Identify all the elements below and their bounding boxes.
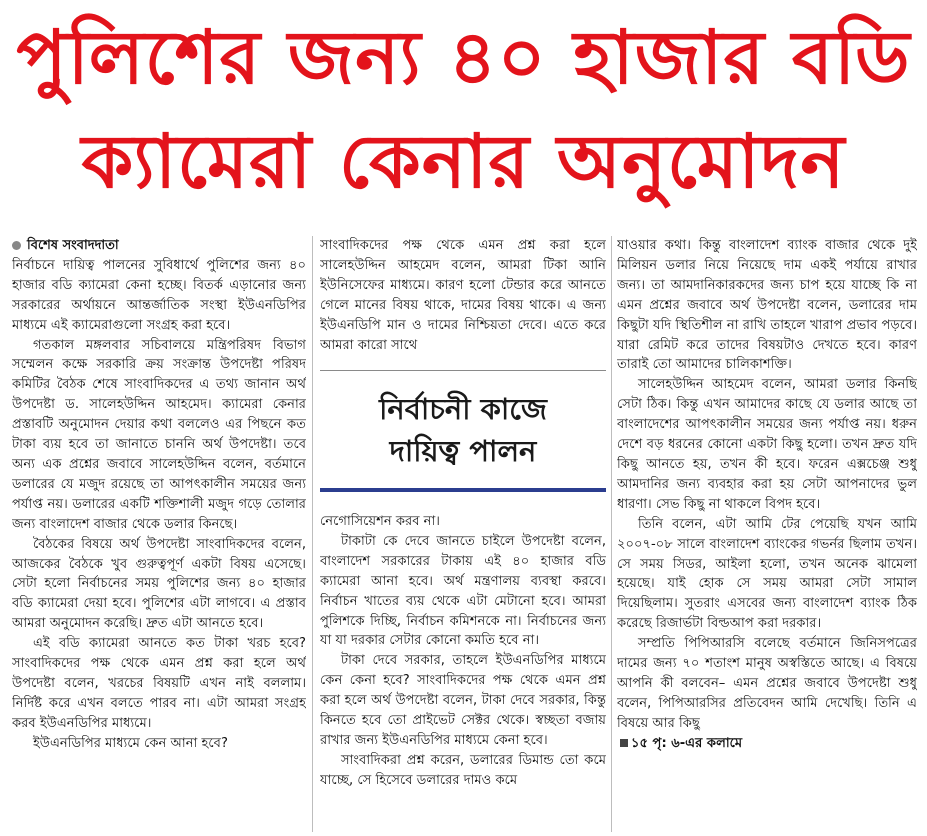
paragraph: সাংবাদিকদের পক্ষ থেকে এমন প্রশ্ন করা হলে সালেহউদ্দিন আহমেদ বলেন, আমরা টিকা আনি ইউনিসেফের মাধ্যমে। কারণ হলো টেন্ডার করে আনতে গেলে মানের বিষয় থাকে, দামের বিষয় থাকে। এ জন্য ইউএনডিপি মান ও দামের নিশ্চিয়তা দেবে। এতে করে আমরা কারো সাথে — [320, 238, 606, 353]
continuation-note — [617, 734, 917, 754]
article-column-3 — [617, 236, 917, 832]
paragraph: টাকাটা কে দেবে জানতে চাইলে উপদেষ্টা বলেন, বাংলাদেশ সরকারের টাকায় এই ৪০ হাজার বডি ক্যামেরা আনা হবে। অর্থ মন্ত্রণালয় ব্যবস্থা করবে। নির্বাচন খাতের ব্যয় থেকে এটা মেটানো হবে। আমরা পুলিশকে দিচ্ছি, নির্বাচন কমিশনকে না। নির্বাচনের জন্য যা যা দরকার সেটার কোনো কমতি হবে না। — [320, 533, 606, 649]
article-column-1 — [12, 236, 306, 832]
article-column-2-bottom — [320, 512, 606, 832]
article-column-2-top — [320, 236, 606, 366]
paragraph: সম্প্রতি পিপিআরসি বলেছে বর্তমানে জিনিসপত্রের দামের জন্য ৭০ শতাংশ মানুষ অস্বস্তিতে আছে। এ বিষয়ে আপনি কী বলবেন– এমন প্রশ্নের জবাবে উপদেষ্টা শুধু বলেন, পিপিআরসির প্রতিবেদন আমি দেখেছি। তিনি এ বিষয়ে আর কিছু — [617, 636, 917, 731]
paragraph: যাওয়ার কথা। কিন্তু বাংলাদেশ ব্যাংক বাজার থেকে দুই মিলিয়ন ডলার নিয়ে নিয়েছে দাম একই পর্যায়ে রাখার জন্য। তা আমদানিকারকদের জন্য চাপ হয়ে যাচ্ছে কি না এমন প্রশ্নের জবাবে অর্থ উপদেষ্টা বলেন, ডলারের দাম কিছুটা যদি স্থিতিশীল না রাখি তাহলে খারাপ প্রভাব পড়বে। যারা রেমিট করে তাদের বিষয়টাও দেখতে হবে। কারণ তারাই তো আমাদের চালিকাশক্তি। — [617, 238, 917, 373]
square-bullet-icon — [620, 739, 628, 747]
paragraph: ইউএনডিপির মাধ্যমে কেন আনা হবে? — [32, 735, 228, 751]
paragraph: নির্বাচনে দায়িত্ব পালনের সুবিধার্থে পুলিশের জন্য ৪০ হাজার বডি ক্যামেরা কেনা হচ্ছে। বিতর্ক এড়ানোর জন্য সরকারের অর্থায়নে আন্তর্জাতিক সংস্থা ইউএনডিপির মাধ্যমে এই ক্যামেরাগুলো সংগ্রহ করা হবে। — [12, 257, 306, 333]
pull-quote — [320, 370, 606, 492]
continued-on-page: ১৫ পৃ: ৬-এর কলামে — [631, 735, 743, 751]
paragraph: বৈঠকের বিষয়ে অর্থ উপদেষ্টা সাংবাদিকদের বলেন, আজকের বৈঠকে খুব গুরুত্বপূর্ণ একটা বিষয় এসেছে। সেটা হলো নির্বাচনের সময় পুলিশের জন্য ৪০ হাজার বডি ক্যামেরা দেয়া হবে। পুলিশের এটা লাগবে। এ প্রস্তাব আমরা অনুমোদন করেছি। দ্রুত এটা আনতে হবে। — [12, 536, 306, 632]
paragraph: গতকাল মঙ্গলবার সচিবালয়ে মন্ত্রিপরিষদ বিভাগ সম্মেলন কক্ষে সরকারি ক্রয় সংক্রান্ত উপদেষ্টা পরিষদ কমিটির বৈঠক শেষে সাংবাদিকদের এ তথ্য জানান অর্থ উপদেষ্টা ড. সালেহউদ্দিন আহমেদ। ক্যামেরা কেনার প্রস্তাবটি অনুমোদন দেয়ার কথা বললেও এর পিছনে কত টাকা ব্যয় হবে তা জানাতে চাননি অর্থ উপদেষ্টা। তবে অন্য এক প্রশ্নের জবাবে সালেহউদ্দিন বলেন, বর্তমানে ডলারের যে মজুদ রয়েছে তা আপৎকালীন সময়ের জন্য পর্যাপ্ত নয়। ডলারের একটি শক্তিশালী মজুদ গড়ে তোলার জন্য বাংলাদেশ বাজার থেকে ডলার কিনছে। — [12, 337, 306, 532]
byline — [12, 236, 306, 256]
headline-line-2: ক্যামেরা কেনার অনুমোদন — [81, 119, 846, 205]
paragraph: টাকা দেবে সরকার, তাহলে ইউএনডিপির মাধ্যমে কেন কেনা হবে? সাংবাদিকদের পক্ষ থেকে এমন প্রশ্ন করা হলে অর্থ উপদেষ্টা বলেন, টাকা দেবে সরকার, কিন্তু কিনতে হবে তো প্রাইভেট সেক্টর থেকে। স্বচ্ছতা বজায় রাখার জন্য ইউএনডিপির মাধ্যমে কেনা হবে। — [320, 653, 606, 748]
byline-text: বিশেষ সংবাদদাতা — [27, 238, 119, 253]
paragraph: এই বডি ক্যামেরা আনতে কত টাকা খরচ হবে? সাংবাদিকদের পক্ষ থেকে এমন প্রশ্ন করা হলে অর্থ উপদেষ্টা বলেন, খরচের বিষয়টি এখন নাই বললাম। নির্দিষ্ট করে এখন বলতে পারব না। এটা আমরা সংগ্রহ করব ইউএনডিপির মাধ্যমে। — [12, 636, 306, 731]
bullet-icon — [12, 241, 21, 250]
pull-quote-line-1: নির্বাচনী কাজে — [379, 391, 547, 426]
headline — [0, 6, 927, 214]
column-divider — [312, 236, 313, 832]
paragraph: তিনি বলেন, এটা আমি টের পেয়েছি যখন আমি ২০০৭-০৮ সালে বাংলাদেশ ব্যাংকের গভর্নর ছিলাম তখন। সে সময় সিডর, আইলা হলো, তখন অনেক ঝামেলা হয়েছে। যাই হোক সে সময় আমরা সেটা সামাল দিয়েছিলাম। সুতরাং এসবের জন্য বাংলাদেশ ব্যাংক ঠিক করেছে রিজার্ভটা বিল্ডআপ করা দরকার। — [617, 516, 917, 632]
paragraph: সালেহউদ্দিন আহমেদ বলেন, আমরা ডলার কিনছি সেটা ঠিক। কিন্তু এখন আমাদের কাছে যে ডলার আছে তা বাংলাদেশের আপৎকালীন সময়ের জন্য পর্যাপ্ত নয়। ধরুন দেশে বড় ধরনের কোনো একটা কিছু হলো। তখন দ্রুত যদি কিছু আনতে হয়, তখন কী হবে। ফরেন এক্সচেঞ্জ শুধু আমদানির জন্য ব্যবহার করা হয় সেটা আপনাদের ভুল ধারণা। সেভ কিছু না থাকলে বিপদ হবে। — [617, 377, 917, 512]
column-divider — [611, 236, 612, 832]
paragraph: সাংবাদিকরা প্রশ্ন করেন, ডলারের ডিমান্ড তো কমে যাচ্ছে, সে হিসেবে ডলারের দামও কমে — [320, 752, 606, 788]
pull-quote-line-2: দায়িত্ব পালন — [389, 433, 537, 468]
headline-line-1: পুলিশের জন্য ৪০ হাজার বডি — [16, 15, 911, 101]
paragraph: নেগোসিয়েশন করব না। — [320, 514, 440, 529]
